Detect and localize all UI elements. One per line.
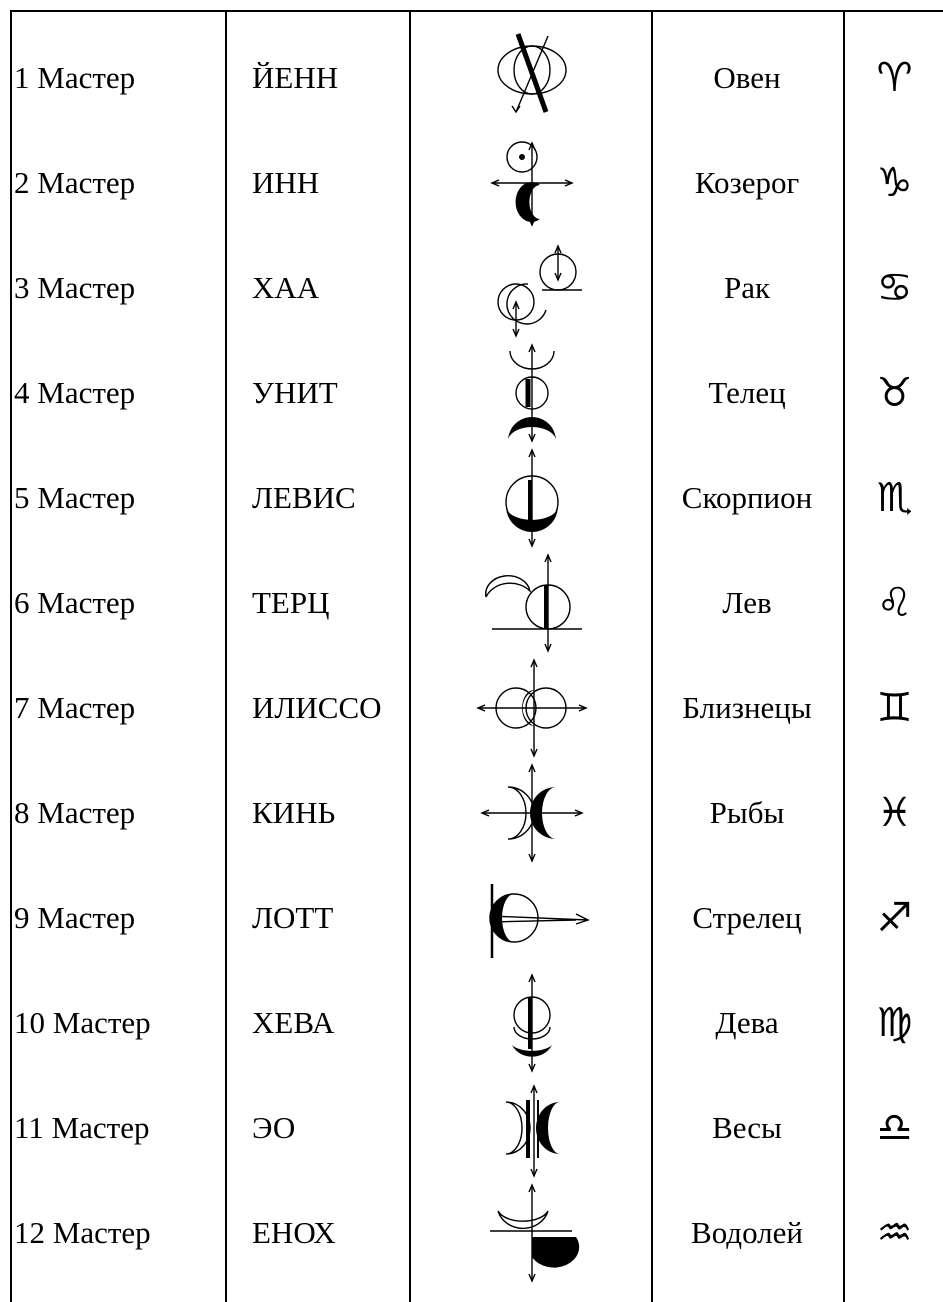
zodiac-sign-name: Козерог [694,164,800,200]
master-sigil-icon [412,655,652,760]
master-sigil-icon [412,970,652,1075]
master-name: ЕНОХ [252,1214,336,1250]
zodiac-symbol-icon: ♎︎ [876,1104,913,1151]
master-name: ЛЕВИС [252,479,356,515]
zodiac-symbol-icon: ♋︎ [876,264,913,311]
master-sigil-icon [412,550,652,655]
zodiac-symbol-icon: ♉︎ [876,369,913,416]
master-name: ЛОТТ [252,899,334,935]
master-number: 4 Мастер [14,374,136,410]
zodiac-symbol-icon: ♓︎ [876,789,913,836]
master-sigil-icon [412,235,652,340]
master-number: 2 Мастер [14,164,136,200]
table-row [0,235,943,340]
master-number: 5 Мастер [14,479,136,515]
zodiac-sign-name: Овен [713,59,781,95]
master-sigil-icon [412,25,652,130]
master-name: ИНН [252,164,320,200]
zodiac-symbol-icon: ♊︎ [876,684,913,731]
zodiac-symbol-icon: ♏︎ [876,474,913,521]
master-sigil-icon [412,340,652,445]
zodiac-symbol-icon: ♍︎ [876,999,913,1046]
master-sigil-icon [412,865,652,970]
zodiac-symbol-icon: ♑︎ [876,159,913,206]
table-top-border [10,10,943,12]
zodiac-symbol-icon: ♐︎ [876,894,913,941]
zodiac-sign-name: Рак [723,269,771,305]
master-number: 8 Мастер [14,794,136,830]
master-sigil-icon [412,445,652,550]
table-row [0,445,943,550]
zodiac-sign-name: Весы [712,1109,782,1145]
master-number: 11 Мастер [14,1109,150,1145]
table-row [0,970,943,1075]
master-number: 12 Мастер [14,1214,151,1250]
master-number: 9 Мастер [14,899,136,935]
table-row [0,1075,943,1180]
table-row [0,550,943,655]
master-number: 10 Мастер [14,1004,151,1040]
master-name: УНИТ [252,374,338,410]
zodiac-sign-name: Дева [715,1004,779,1040]
zodiac-sign-name: Лев [722,584,772,620]
master-number: 3 Мастер [14,269,136,305]
zodiac-symbol-icon: ♒︎ [876,1209,913,1256]
zodiac-sign-name: Близнецы [682,689,812,725]
master-name: ЙЕНН [252,59,339,95]
master-name: ТЕРЦ [252,584,330,620]
table-row [0,25,943,130]
master-name: ХАА [252,269,320,305]
zodiac-symbol-icon: ♈︎ [876,54,913,101]
master-name: ИЛИССО [252,689,382,725]
zodiac-sign-name: Рыбы [709,794,785,830]
master-number: 1 Мастер [14,59,136,95]
zodiac-sign-name: Водолей [691,1214,803,1250]
zodiac-sign-name: Стрелец [692,899,802,935]
table-row [0,340,943,445]
master-sigil-icon [412,130,652,235]
table-row [0,130,943,235]
table-row [0,760,943,865]
zodiac-sign-name: Скорпион [681,479,813,515]
master-name: ЭО [252,1109,296,1145]
table-row [0,865,943,970]
master-name: КИНЬ [252,794,336,830]
zodiac-symbol-icon: ♌︎ [876,579,913,626]
master-sigil-icon [412,1075,652,1180]
master-sigil-icon [412,760,652,865]
table-row [0,1180,943,1285]
master-name: ХЕВА [252,1004,335,1040]
master-number: 7 Мастер [14,689,136,725]
zodiac-sign-name: Телец [708,374,786,410]
master-sigil-icon [412,1180,652,1285]
master-number: 6 Мастер [14,584,136,620]
table-row [0,655,943,760]
